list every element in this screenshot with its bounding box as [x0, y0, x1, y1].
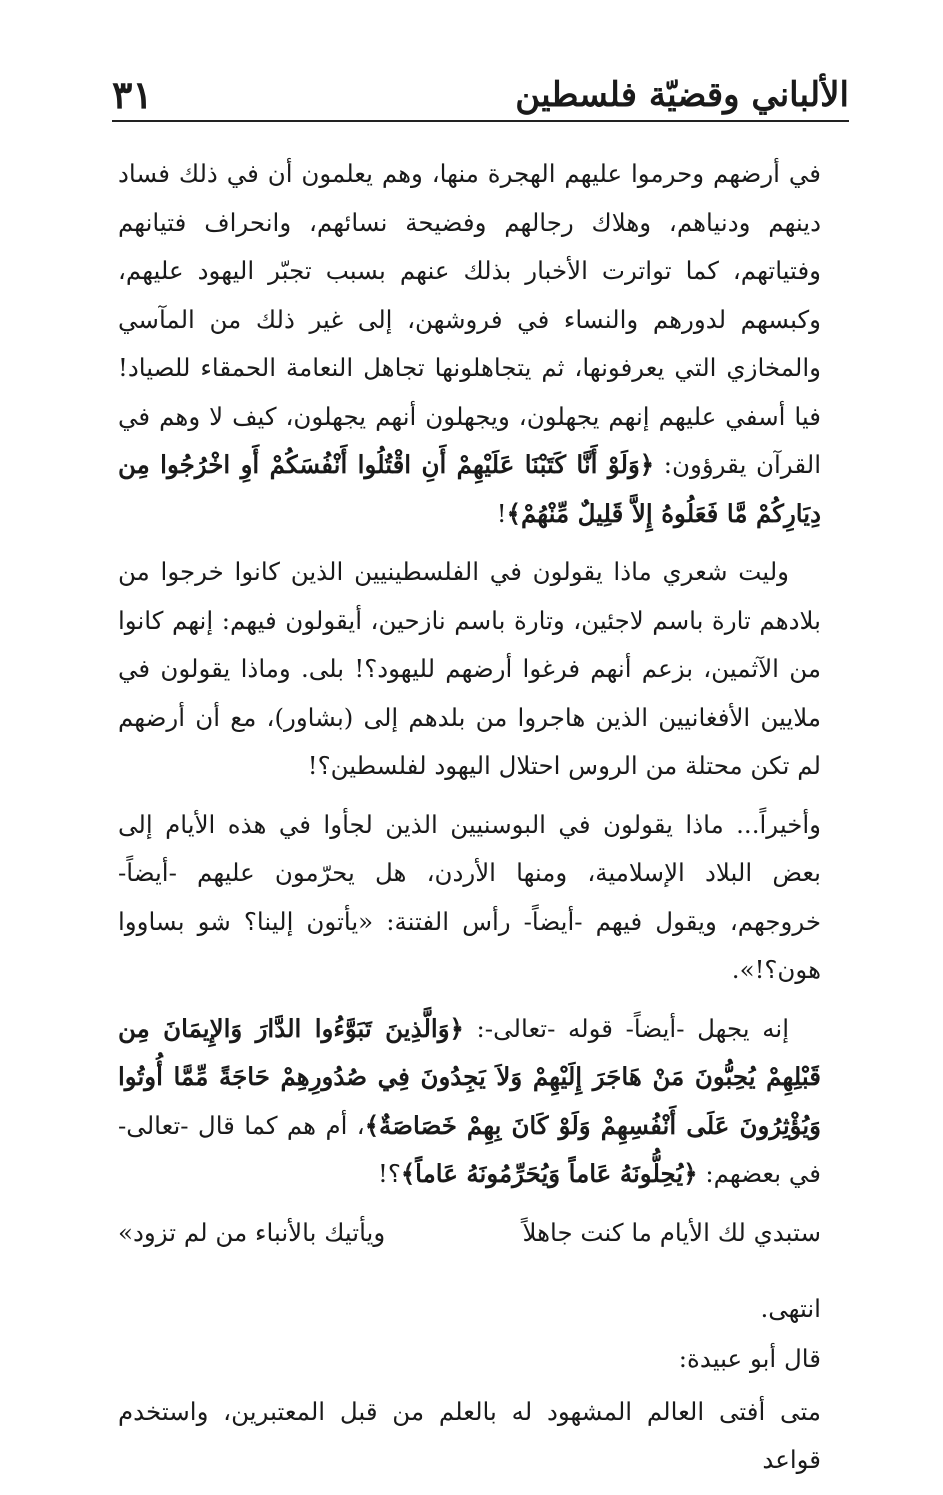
paragraph-4: [118, 1005, 821, 1199]
quran-verse-3: ﴿يُحِلُّونَهُ عَاماً وَيُحَرِّمُونَهُ عَاماً﴾: [400, 1159, 698, 1188]
page-number: ٣١: [112, 72, 153, 117]
quran-verse-2: ﴿وَالَّذِينَ تَبَوَّءُوا الدَّارَ وَالإِيمَانَ مِن قَبْلِهِمْ يُحِبُّونَ مَنْ هَاجَرَ إِلَيْهِمْ وَلاَ يَجِدُونَ فِي صُدُورِهِمْ حَاجَةً مِّمَّا أُوتُوا وَيُؤْثِرُونَ عَلَى أَنْفُسِهِمْ وَلَوْ كَانَ بِهِمْ خَصَاصَةٌ﴾: [118, 1013, 821, 1140]
running-title: الألباني وقضيّة فلسطين: [515, 75, 849, 115]
speaker-line: قال أبو عبيدة:: [678, 1344, 821, 1373]
paragraph-4-middle: ، أم هم كما قال -تعالى- في بعضهم:: [118, 1110, 821, 1188]
page-header: [112, 62, 849, 120]
paragraph-1: [118, 150, 821, 538]
last-line: متى أفتى العالم المشهود له بالعلم من قبل المعتبرين، واستخدم قواعد: [118, 1396, 821, 1474]
body-text: [118, 150, 821, 1495]
paragraph-2: وليت شعري ماذا يقولون في الفلسطينيين الذين كانوا خرجوا من بلادهم تارة باسم لاجئين، وتارة باسم نازحين، أيقولون فيهم: إنهم كانوا من الآثمين، بزعم أنهم فرغوا أرضهم لليهود؟! بلى. وماذا يقولون في ملايين الأفغانيين الذين هاجروا من بلدهم إلى (بشاور)، مع أن أرضهم لم تكن محتلة من الروس احتلال اليهود لفلسطين؟!: [118, 557, 821, 780]
paragraph-1-text: في أرضهم وحرموا عليهم الهجرة منها، وهم يعلمون أن في ذلك فساد دينهم ودنياهم، وهلاك رجالهم وفضيحة نسائهم، وانحراف فتيانهم وفتياتهم، كما تواترت الأخبار بذلك عنهم بسبب تجبّر اليهود عليهم، وكبسهم لدورهم والنساء في فروشهن، إلى غير ذلك من المآسي والمخازي التي يعرفونها، ثم يتجاهلونها تجاهل النعامة الحمقاء للصياد! فيا أسفي عليهم إنهم يجهلون، ويجهلون أنهم يجهلون، كيف لا وهم في القرآن يقرؤون:: [118, 159, 821, 479]
ended-note: انتهى.: [760, 1293, 821, 1323]
poem-hemistich-1: ستبدي لك الأيام ما كنت جاهلاً: [522, 1217, 821, 1247]
poem-hemistich-2: ويأتيك بالأنباء من لم تزود»: [118, 1217, 386, 1247]
paragraph-3: وأخيراً... ماذا يقولون في البوسنيين الذين لجأوا في هذه الأيام إلى بعض البلاد الإسلامية، ومنها الأردن، هل يحرّمون عليهم -أيضاً- خروجهم، ويقول فيهم -أيضاً- رأس الفتنة: «يأتون إلينا؟ شو بساووا هون؟!».: [118, 809, 821, 984]
paragraph-1-end: !: [496, 498, 507, 528]
header-rule: [112, 120, 849, 122]
quran-verse-1: ﴿وَلَوْ أَنَّا كَتَبْنَا عَلَيْهِمْ أَنِ اقْتُلُوا أَنْفُسَكُمْ أَوِ اخْرُجُوا مِن دِيَارِكُمْ مَّا فَعَلُوهُ إِلاَّ قَلِيلٌ مِّنْهُمْ﴾: [118, 450, 821, 528]
poem-verse: [118, 1209, 821, 1257]
paragraph-4-text: إنه يجهل -أيضاً- قوله -تعالى-:: [463, 1013, 790, 1043]
paragraph-4-end: ؟!: [377, 1159, 401, 1188]
